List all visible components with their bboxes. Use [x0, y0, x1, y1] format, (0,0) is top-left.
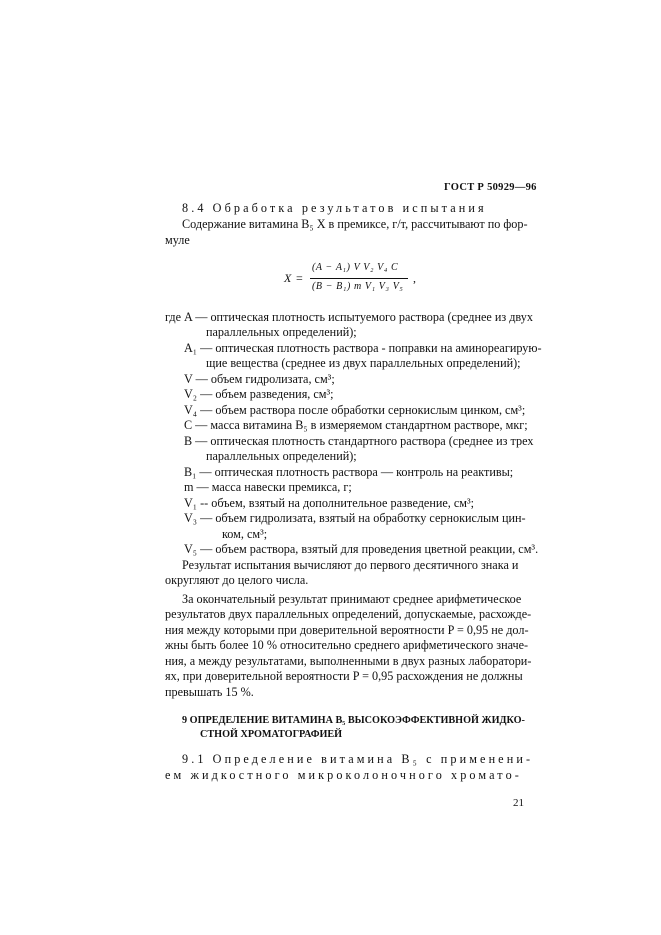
formula-comma: , — [413, 271, 416, 285]
result-line: Результат испытания вычисляют до первого десятичного знака и — [182, 558, 519, 572]
definition-line: V₂ — объем разведения, см³; — [184, 387, 334, 401]
definition-line: ком, см³; — [222, 527, 268, 541]
section-9-heading: 9 ОПРЕДЕЛЕНИЕ ВИТАМИНА В₅ ВЫСОКОЭФФЕКТИВНОЙ ЖИДКО- — [182, 715, 525, 726]
page-number: 21 — [513, 797, 524, 809]
definition-line: V₃ — объем гидролизата, взятый на обработку сернокислым цин- — [184, 511, 526, 525]
formula-numerator: (A − A₁) V V₂ V₄ C — [312, 262, 399, 273]
definition-line: m — масса навески премикса, г; — [184, 480, 352, 494]
fraction-bar — [310, 278, 408, 279]
definition-line: V — объем гидролизата, см³; — [184, 372, 335, 386]
definition-line: B — оптическая плотность стандартного раствора (среднее из трех — [184, 434, 534, 448]
final-line: За окончательный результат принимают среднее арифметическое — [182, 592, 522, 606]
definition-line: A₁ — оптическая плотность раствора - поправки на аминореагирую- — [184, 341, 542, 355]
final-line: превышать 15 %. — [165, 685, 254, 699]
final-line: ях, при доверительной вероятности P = 0,95 расхождения не должны — [165, 669, 523, 683]
result-line: округляют до целого числа. — [165, 573, 309, 587]
final-line: ния между которыми при доверительной вероятности P = 0,95 не дол- — [165, 623, 529, 637]
formula-denominator: (B − B₁) m V₁ V₃ V₅ — [312, 281, 404, 292]
section-9-1-line: 9.1 Определение витамина В₅ с применени- — [182, 752, 534, 766]
section-9-1-line: ем жидкостного микроколоночного хромато- — [165, 768, 522, 782]
definition-line: V₁ -- объем, взятый на дополнительное разведение, см³; — [184, 496, 475, 510]
definition-line: C — масса витамина В₅ в измеряемом стандартном растворе, мкг; — [184, 418, 528, 432]
standard-header: ГОСТ Р 50929—96 — [444, 182, 537, 193]
formula-lhs: X — [284, 271, 292, 285]
final-line: ния, а между результатами, выполненными в двух разных лаборатори- — [165, 654, 532, 668]
final-line: жны быть более 10 % относительно среднего арифметического значе- — [165, 638, 529, 652]
definition-line: V₄ — объем раствора после обработки сернокислым цинком, см³; — [184, 403, 526, 417]
definition-line: параллельных определений); — [206, 449, 357, 463]
intro-line: муле — [165, 233, 190, 247]
definition-line: B₁ — оптическая плотность раствора — контроль на реактивы; — [184, 465, 514, 479]
definition-line: параллельных определений); — [206, 325, 357, 339]
definition-line: щие вещества (среднее из двух параллельных определений); — [206, 356, 521, 370]
intro-line: Содержание витамина В₅ X в премиксе, г/т, рассчитывают по фор- — [182, 217, 528, 231]
definition-line: где A — оптическая плотность испытуемого раствора (среднее из двух — [165, 310, 533, 324]
formula-equals: = — [296, 271, 303, 285]
section-8-4-title: 8.4 Обработка результатов испытания — [182, 201, 487, 215]
section-9-heading: СТНОЙ ХРОМАТОГРАФИЕЙ — [200, 729, 343, 740]
final-line: результатов двух параллельных определений, допускаемые, расхожде- — [165, 607, 532, 621]
definition-line: V₅ — объем раствора, взятый для проведения цветной реакции, см³. — [184, 542, 539, 556]
